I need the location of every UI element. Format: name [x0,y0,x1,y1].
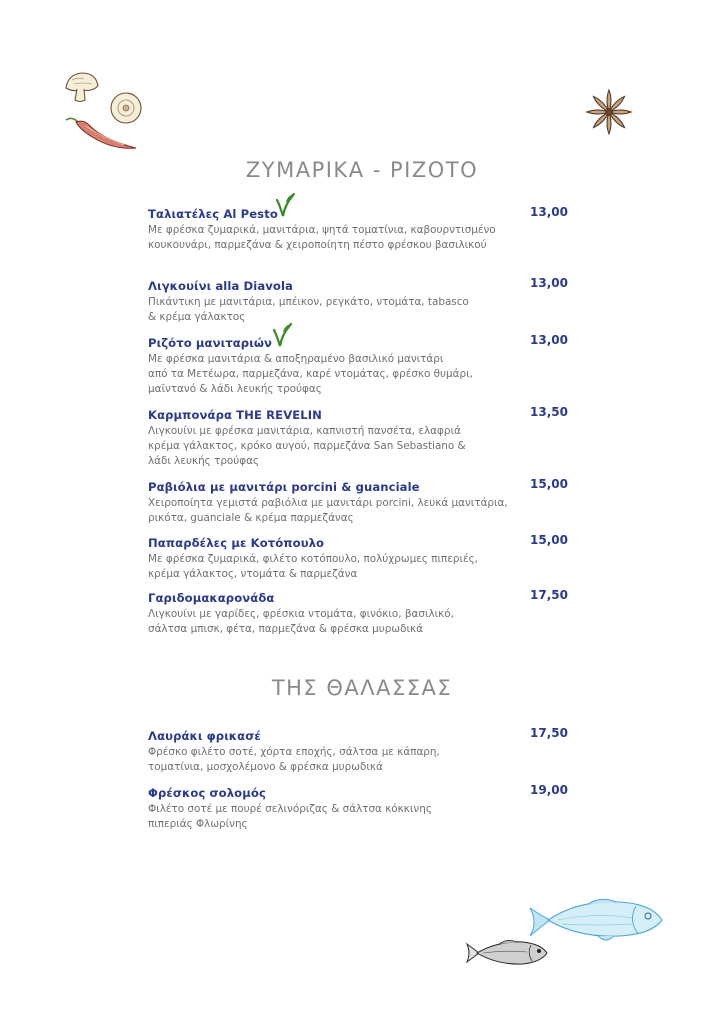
dish-description: Με φρέσκα μανιτάρια & αποξηραμένο βασιλικό μανιτάρι από τα Μετέωρα, παρμεζάνα, καρέ ντομάτας, φρέσκο θυμάρι, μαϊντανό & λάδι λευκής τρούφας [148,353,473,395]
menu-item [148,203,578,253]
section-title-seafood: ΤΗΣ ΘΑΛΑΣΣΑΣ [271,676,453,700]
dish-description: Με φρέσκα ζυμαρικά, φιλέτο κοτόπουλο, πολύχρωμες πιπεριές, κρέμα γάλακτος, ντομάτα & παρμεζάνα [148,553,478,580]
dish-description: Λιγκουίνι με γαρίδες, φρέσκια ντομάτα, φινόκιο, βασιλικό, σάλτσα μπισκ, φέτα, παρμεζάνα & φρέσκα μυρωδικά [148,608,454,635]
section-title-pasta-risotto: ΖΥΜΑΡΙΚΑ - ΡΙΖΟΤΟ [245,158,479,182]
dish-name: Λιγκουίνι alla Diavola [148,279,293,293]
dish-price: 13,00 [530,205,568,219]
menu-item [148,476,578,526]
dish-name: Παπαρδέλες με Κοτόπουλο [148,536,325,550]
dish-price: 15,00 [530,477,568,491]
dish-price: 19,00 [530,783,568,797]
dish-name: Ταλιατέλες Al Pesto [148,207,278,221]
menu-item [148,725,578,775]
menu-item [148,275,578,325]
dish-price: 13,00 [530,333,568,347]
leaf-check-icon [271,322,293,348]
dish-name: Λαυράκι φρικασέ [148,729,261,743]
star-anise-icon [584,88,634,136]
dish-price: 13,50 [530,405,568,419]
dish-name: Ραβιόλια με μανιτάρι porcini & guanciale [148,480,420,494]
dish-price: 13,00 [530,276,568,290]
dish-description: Χειροποίητα γεμιστά ραβιόλια με μανιτάρι porcini, λευκά μανιτάρια, ρικότα, guanciale & κρέμα παρμεζάνας [148,497,508,524]
dish-name: Γαριδομακαρονάδα [148,591,275,605]
dish-description: Φιλέτο σοτέ με πουρέ σελινόριζας & σάλτσα κόκκινης πιπεριάς Φλωρίνης [148,803,432,830]
menu-item [148,404,578,469]
chili-pepper-icon [64,114,140,154]
dish-description: Με φρέσκα ζυμαρικά, μανιτάρια, ψητά τοματίνια, καβουρντισμένο κουκουνάρι, παρμεζάνα & χειροποίητη πέστο φρέσκου βασιλικού [148,224,496,251]
menu-item [148,532,578,582]
dish-description: Φρέσκο φιλέτο σοτέ, χόρτα εποχής, σάλτσα με κάπαρη, τοματίνια, μοσχολέμονο & φρέσκα μυρωδικά [148,746,440,773]
dish-description: Πικάντικη με μανιτάρια, μπέικον, ρεγκάτο, ντομάτα, tabasco & κρέμα γάλακτος [148,296,469,323]
dish-name: Καρμπονάρα THE REVELIN [148,408,322,422]
leaf-check-icon [274,192,296,218]
dish-price: 17,50 [530,588,568,602]
dish-name: Ριζότο μανιταριών [148,336,272,350]
dark-fish-icon [465,938,549,968]
menu-item [148,782,578,832]
menu-item [148,332,578,397]
dish-name: Φρέσκος σολομός [148,786,266,800]
dish-description: Λιγκουίνι με φρέσκα μανιτάρια, καπνιστή πανσέτα, ελαφριά κρέμα γάλακτος, κρόκο αυγού, παρμεζάνα San Sebastiano & λάδι λευκής τρούφας [148,425,466,467]
dish-price: 15,00 [530,533,568,547]
menu-item [148,587,578,637]
dish-price: 17,50 [530,726,568,740]
